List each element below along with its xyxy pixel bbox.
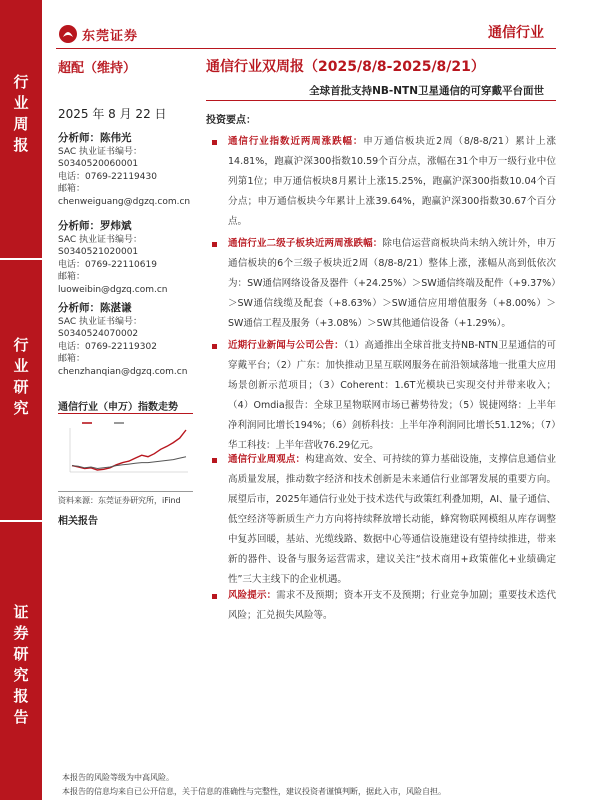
series-line-2 [72, 457, 186, 469]
bullet-marker [212, 594, 217, 599]
analyst-phone: 电话：0769-22110619 [58, 259, 157, 270]
bullet-marker [212, 344, 217, 349]
company-logo [58, 22, 168, 46]
analyst-email[interactable]: chenweiguang@dgzq.com.cn [58, 196, 191, 207]
analyst-sac-label: SAC 执业证书编号： [58, 234, 143, 245]
sidebar-char: 研 [13, 378, 29, 396]
analyst-sac: S0340521020001 [58, 247, 139, 257]
bullet-marker [212, 242, 217, 247]
analyst-sac: S0340524070002 [58, 329, 139, 339]
sidebar-label-securities-research-report [0, 602, 42, 728]
point-lead: 通信行业周观点： [228, 454, 306, 465]
sidebar-char: 行 [13, 73, 29, 91]
sidebar-label-weekly-report [0, 72, 42, 156]
sidebar-divider [0, 258, 42, 260]
analyst-phone: 电话：0769-22119302 [58, 341, 157, 352]
analyst-role: 分析师： [58, 220, 100, 232]
sidebar-char: 报 [13, 136, 29, 154]
sidebar-char: 告 [13, 708, 29, 726]
sidebar-label-industry-research [0, 335, 42, 419]
subtitle-rule [206, 100, 556, 101]
point-risk-warning [228, 586, 556, 626]
sidebar-char: 证 [13, 603, 29, 621]
analyst-name: 罗炜斌 [100, 220, 132, 232]
analyst-card [58, 132, 193, 208]
analyst-email-label: 邮箱： [58, 184, 86, 194]
analyst-sac-label: SAC 执业证书编号： [58, 316, 143, 327]
point-lead: 近期行业新闻与公司公告： [228, 340, 344, 351]
analyst-email[interactable]: luoweibin@dgzq.com.cn [58, 284, 168, 295]
report-date: 2025 年 8 月 22 日 [58, 107, 167, 121]
source-rule [58, 491, 193, 492]
report-title: 通信行业双周报（2025/8/8-2025/8/21） [206, 59, 485, 75]
sidebar-char: 券 [13, 624, 29, 642]
analyst-sac: S0340520060001 [58, 159, 139, 169]
chart-title: 通信行业（申万）指数走势 [58, 402, 178, 413]
bullet-marker [212, 140, 217, 145]
sidebar-char: 究 [13, 399, 29, 417]
analyst-card [58, 302, 193, 378]
risk-level-note: 本报告的风险等级为中高风险。 [62, 773, 174, 782]
point-subsector-performance [228, 234, 556, 334]
analyst-role: 分析师： [58, 132, 100, 144]
chart-rule [58, 413, 193, 414]
analyst-role: 分析师： [58, 302, 100, 314]
sidebar-char: 业 [13, 357, 29, 375]
sidebar [0, 0, 42, 800]
sidebar-char: 周 [13, 115, 29, 133]
analyst-name: 陈伟光 [100, 132, 132, 144]
analyst-email[interactable]: chenzhanqian@dgzq.com.cn [58, 366, 188, 377]
point-lead: 通信行业指数近两周涨跌幅： [228, 136, 364, 147]
disclaimer-note: 本报告的信息均来自已公开信息，关于信息的准确性与完整性，建议投资者谨慎判断，据此入市，风险自担。 [62, 787, 446, 796]
analyst-card [58, 220, 193, 296]
sidebar-char: 究 [13, 666, 29, 684]
logo-text: 东莞证券 [82, 29, 139, 44]
analyst-email-label: 邮箱： [58, 272, 86, 282]
logo-icon [58, 24, 78, 44]
point-text: （1）高通推出全球首批支持NB-NTN卫星通信的可穿戴平台；（2）广东：加快推动卫星互联网服务在前沿领域落地一批重大应用场景创新示范项目；（3）Coherent：1.6T光模块已实现交付并带来收入；（4）Omdia报告：全球卫星物联网市场已蓄势待发；（5）锐捷网络：上半年净利润同比增长194%；（6）剑桥科技：上半年净利润同比增长51.12%；（7）华工科技：上半年营收76.29亿元。 [228, 340, 556, 451]
point-text: 构建高效、安全、可持续的算力基础设施，支撑信息通信业高质量发展，推动数字经济和技术创新是未来通信行业部署发展的重要方向。展望后市，2025年通信行业处于技术迭代与政策红利叠加期，AI、量子通信、低空经济等新质生产力方向将持续释放增长动能，蜂窝物联网模组从库存调整中复苏回暖，基站、光缆线路、数据中心等通信设施建设有望持续推进，带来新的器件、设备与服务运营需求，建议关注“技术商用+政策催化+业绩确定性”三大主线下的企业机遇。 [228, 454, 556, 585]
index-trend-chart [58, 416, 193, 486]
header-rule [56, 48, 556, 49]
sidebar-char: 业 [13, 94, 29, 112]
sidebar-char: 报 [13, 687, 29, 705]
report-subtitle: 全球首批支持NB-NTN卫星通信的可穿戴平台面世 [309, 85, 544, 97]
bullet-marker [212, 458, 217, 463]
point-text: 申万通信板块近2周（8/8-8/21）累计上涨14.81%，跑赢沪深300指数10.59个百分点，涨幅在31个申万一级行业中位列第1位；申万通信板块8月累计上涨15.25%，跑赢沪深300指数10.04个百分点；申万通信板块今年累计上涨39.64%，跑赢沪深300指数30.67个百分点。 [228, 136, 556, 227]
point-index-performance [228, 132, 556, 232]
point-text: 需求不及预期；资本开支不及预期；行业竞争加剧；重要技术迭代风险；汇兑损失风险等。 [228, 590, 556, 621]
point-lead: 通信行业二级子板块近两周涨跌幅： [228, 238, 383, 249]
industry-tag: 通信行业 [488, 25, 544, 41]
point-lead: 风险提示： [228, 590, 277, 601]
point-text: 除电信运营商板块尚未纳入统计外，申万通信板块的6个三级子板块近2周（8/8-8/21）整体上涨，涨幅从高到低依次为：SW通信网络设备及器件（+24.25%）＞SW通信终端及配件（+9.37%）＞SW通信线缆及配套（+8.63%）＞SW通信应用增值服务（+8.00%）＞SW通信工程及服务（+3.08%）＞SW其他通信设备（+1.29%）。 [228, 238, 556, 329]
sidebar-char: 研 [13, 645, 29, 663]
sidebar-char: 行 [13, 336, 29, 354]
rating: 超配（维持） [58, 61, 137, 76]
point-news-announcements [228, 336, 556, 456]
point-weekly-view [228, 450, 556, 590]
analyst-phone: 电话：0769-22119430 [58, 171, 157, 182]
chart-source: 资料来源：东莞证券研究所，iFind [58, 496, 181, 505]
related-reports-heading: 相关报告 [58, 516, 98, 527]
sidebar-divider [0, 520, 42, 522]
investment-points-heading: 投资要点： [206, 115, 256, 126]
analyst-email-label: 邮箱： [58, 354, 86, 364]
analyst-name: 陈湛谦 [100, 302, 132, 314]
analyst-sac-label: SAC 执业证书编号： [58, 146, 143, 157]
